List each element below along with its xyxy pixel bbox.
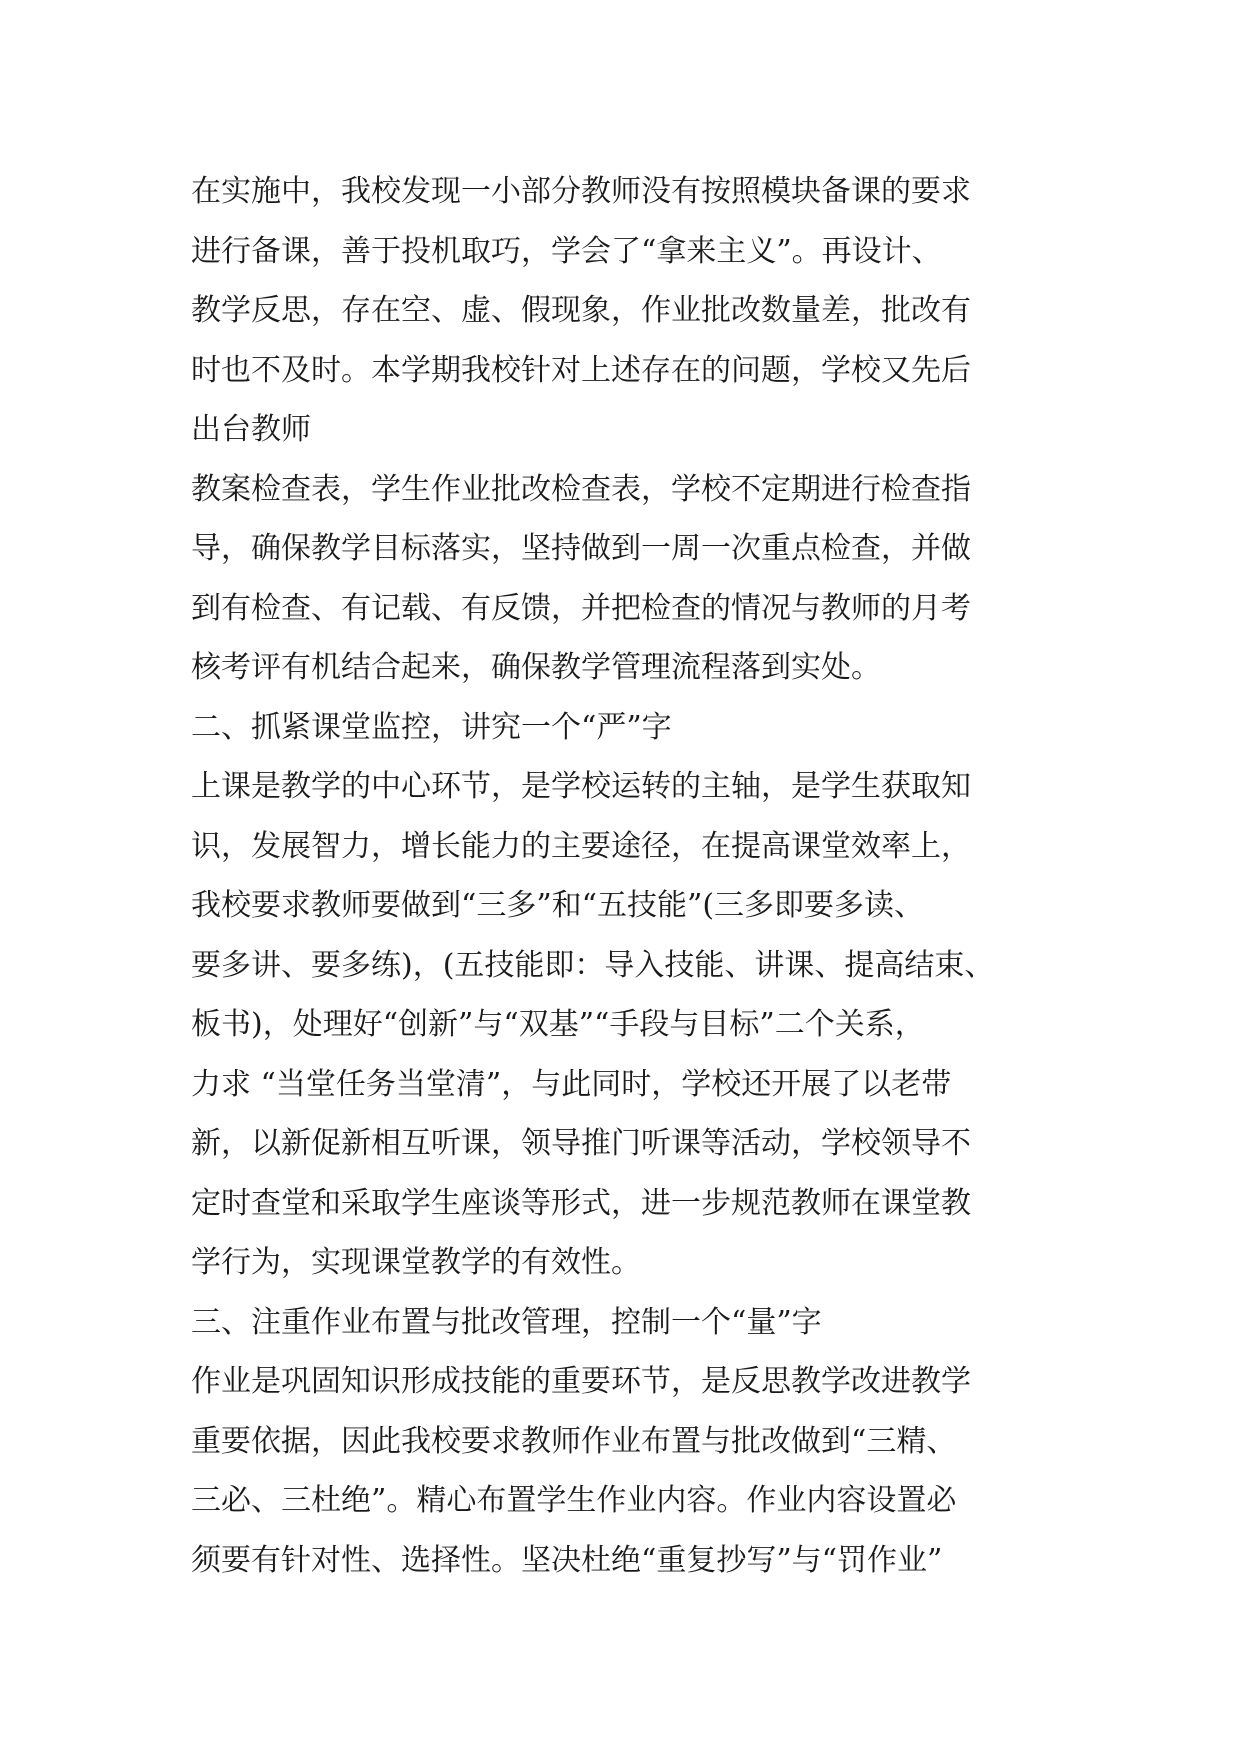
paragraph-1-line-2: 进行备课，善于投机取巧，学会了“拿来主义”。再设计、 bbox=[191, 233, 942, 269]
paragraph-3-line-8: 定时查堂和采取学生座谈等形式，进一步规范教师在课堂教 bbox=[191, 1185, 971, 1221]
paragraph-1-line-1: 在实施中，我校发现一小部分教师没有按照模块备课的要求 bbox=[191, 174, 971, 209]
paragraph-1-line-5: 出台教师 bbox=[191, 412, 311, 447]
section-heading-3: 三、注重作业布置与批改管理，控制一个“量”字 bbox=[191, 1304, 822, 1340]
paragraph-4-line-2: 重要依据，因此我校要求教师作业布置与批改做到“三精、 bbox=[191, 1423, 957, 1459]
paragraph-3-line-5: 板书)，处理好“创新”与“双基”“手段与目标”二个关系， bbox=[191, 1007, 925, 1042]
paragraph-1-line-4: 时也不及时。本学期我校针对上述存在的问题，学校又先后 bbox=[191, 352, 971, 388]
paragraph-3-line-9: 学行为，实现课堂教学的有效性。 bbox=[191, 1245, 641, 1280]
paragraph-3-line-7: 新，以新促新相互听课，领导推门听课等活动，学校领导不 bbox=[191, 1126, 971, 1161]
paragraph-4-line-4: 须要有针对性、选择性。坚决杜绝“重复抄写”与“罚作业” bbox=[191, 1542, 943, 1578]
paragraph-2-line-2: 导，确保教学目标落实，坚持做到一周一次重点检查，并做 bbox=[191, 531, 971, 566]
section-heading-2: 二、抓紧课堂监控，讲究一个“严”字 bbox=[191, 709, 672, 745]
paragraph-4-line-1: 作业是巩固知识形成技能的重要环节，是反思教学改进教学 bbox=[191, 1364, 971, 1399]
paragraph-4-line-3: 三必、三杜绝”。精心布置学生作业内容。作业内容设置必 bbox=[191, 1483, 957, 1518]
paragraph-3-line-1: 上课是教学的中心环节，是学校运转的主轴，是学生获取知 bbox=[191, 769, 971, 804]
paragraph-3-line-3: 我校要求教师要做到“三多”和“五技能”(三多即要多读、 bbox=[191, 888, 925, 923]
paragraph-2-line-3: 到有检查、有记载、有反馈，并把检查的情况与教师的月考 bbox=[191, 590, 971, 626]
document-body bbox=[191, 162, 1071, 1590]
paragraph-3-line-6: 力求 “当堂任务当堂清”，与此同时，学校还开展了以老带 bbox=[191, 1066, 952, 1102]
paragraph-3-line-2: 识，发展智力，增长能力的主要途径，在提高课堂效率上， bbox=[191, 828, 971, 864]
paragraph-2-line-4: 核考评有机结合起来，确保教学管理流程落到实处。 bbox=[191, 650, 881, 685]
paragraph-1-line-3: 教学反思，存在空、虚、假现象，作业批改数量差，批改有 bbox=[191, 293, 971, 328]
paragraph-3-line-4: 要多讲、要多练)，(五技能即：导入技能、讲课、提高结束、 bbox=[191, 947, 995, 983]
paragraph-2-line-1: 教案检查表，学生作业批改检查表，学校不定期进行检查指 bbox=[191, 471, 971, 507]
